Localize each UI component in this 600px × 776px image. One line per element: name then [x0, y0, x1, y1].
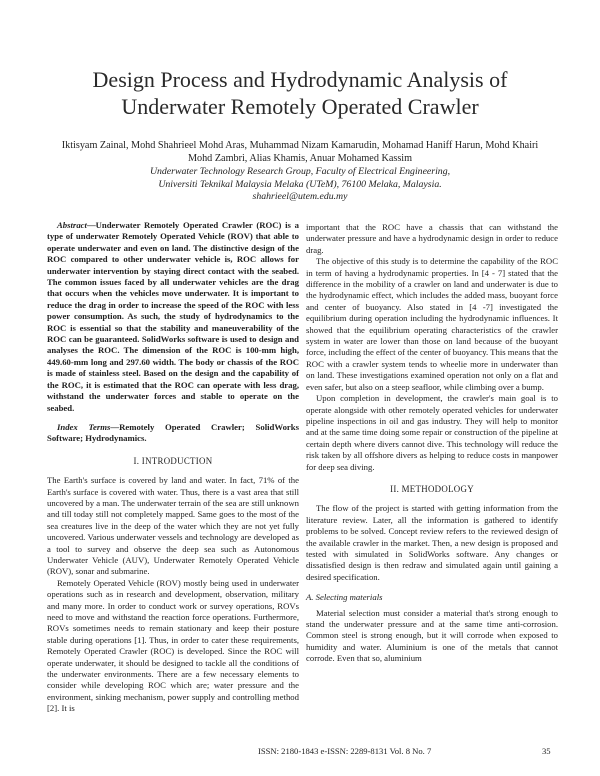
left-column	[47, 220, 299, 715]
right-column	[306, 222, 558, 665]
right-paragraph-1: important that the ROC have a chassis that can withstand the underwater pressure and have a hydrodynamic design in order to reduce drag.	[306, 222, 558, 255]
right-paragraph-3: Upon completion in development, the crawler's main goal is to operate alongside with other remotely operated vehicles for underwater pipeline inspections in oil and gas industry. They will help to monitor and at the same time doing some repair or construction of the pipeline at certain depth where divers cannot dive. This technology will reduce the risk taken by all offshore divers as helping to reduce costs in manpower for deep sea diving.	[306, 393, 558, 472]
index-terms-label: Index Terms	[57, 421, 111, 432]
right-paragraph-2: The objective of this study is to determine the capability of the ROC in term of having a hydrodynamic properties. In [4 - 7] stated that the difference in the mobility of a crawler on land and underwater is due to the hydrodynamic effect, which includes the added mass, buoyant force and center of buoyancy. Also stated in [4 -7] investigated the equilibrium during operation including the hydrodynamic influences. It showed that the equilibrium operating characteristics of the crawler system in water are lower than those on land because of the buoyant force, including the effect of the center of buoyancy. This means that the ROC with a crawler system tends to wheelie more in underwater than on land. These investigations examined operation not only on a flat and even safer, but also on a steep seafloor, while climbing over a bump.	[306, 256, 558, 392]
materials-paragraph-1: Material selection must consider a material that's strong enough to stand the underwater pressure and at the same time anti-corrosion. Common steel is strong enough, but it will corrode when exposed to humidity and water. Aluminium is one of the metals that cannot corrode. Even that so, aluminium	[306, 607, 558, 664]
affiliation-line-1: Underwater Technology Research Group, Faculty of Electrical Engineering,	[149, 166, 451, 177]
section-heading-introduction: I. INTRODUCTION	[133, 455, 213, 466]
authors-line-2: Mohd Zambri, Alias Khamis, Anuar Mohamed Kassim	[187, 153, 413, 164]
subsection-heading-materials: A. Selecting materials	[306, 592, 383, 603]
abstract	[47, 220, 299, 414]
section-heading-methodology: II. METHODOLOGY	[390, 483, 474, 494]
methodology-paragraph-1: The flow of the project is started with getting information from the literature review. Later, all the information is gathered to identify problems to be solved. Concept review refers to the reviewed design of the available crawler in the market. Then, a new design is proposed and tested with simulated in SolidWorks software. Any changes or dissatisfied design is then redraw and simulated again until gaining a desired specification.	[306, 503, 558, 582]
affiliation	[40, 166, 560, 204]
abstract-label: Abstract	[57, 220, 87, 230]
author-list	[36, 139, 564, 165]
affiliation-line-2: Universiti Teknikal Malaysia Melaka (UTeM), 76100 Melaka, Malaysia.	[158, 178, 442, 190]
intro-paragraph-2: Remotely Operated Vehicle (ROV) mostly being used in underwater operations such as in research and development, observation, military and many more. In order to conduct work or survey operations, ROVs need to move and withstand the reaction force operations. Furthermore, ROVs sometimes needs to remain stationary and keep their posture stable during operations [1]. Thus, in order to cater these requirements, Remotely Operated Crawler (ROC) is developed. Since the ROC will operate underwater, it should be designed to tackle all the conditions of the underwater environments. There are a few necessary elements to consider while developing ROC which are; water pressure and the environment, sinking mechanism, power supply and controlling method [2]. It is	[47, 577, 299, 714]
author-email: shahrieel@utem.edu.my	[252, 191, 348, 202]
title-line-2: Underwater Remotely Operated Crawler	[121, 94, 479, 119]
footer-issn: ISSN: 2180-1843 e-ISSN: 2289-8131 Vol. 8 No. 7	[258, 746, 432, 756]
authors-line-1: Iktisyam Zainal, Mohd Shahrieel Mohd Aras, Muhammad Nizam Kamarudin, Mohamad Haniff Harun, Mohd Khairi	[61, 140, 539, 151]
intro-paragraph-1: The Earth's surface is covered by land and water. In fact, 71% of the Earth's surface is covered with water. Thus, there is a vast area that still uncovered by a man. The underwater terrain of the sea are still unknown and till today still not completely mapped. Same goes to the most of the sea creatures live in the deep of the water which they are not yet fully uncovered. Various underwater vessels and technology are developed as a tool to survey and observe the deep sea such as Autonomous Underwater Vehicle (AUV), Underwater Remotely Operated Vehicle (ROV), sonar and submarine.	[47, 475, 299, 577]
paper-title	[40, 66, 560, 120]
index-terms-text: —Remotely Operated Crawler; SolidWorks Software; Hydrodynamics.	[47, 421, 299, 444]
abstract-text: —Underwater Remotely Operated Crawler (ROC) is a type of underwater Remotely Operated Vehicle (ROV) that able to operate underwater and even on land. The distinctive design of the ROC compared to other underwater vehicle is, ROC allows for underwater intervention by staying direct contact with the seabed. The common issues faced by all underwater vehicles are the drag that occurs when the vehicles move underwater. It is important to reduce the drag in order to increase the speed of the ROC with less power consumption. As such, the study of hydrodynamics to the ROC is essential so that the stability and maneuverability of the ROC can be guaranteed. SolidWorks software is used to design and analyses the ROC. The dimension of the ROC is 100-mm high, 449.60-mm long and 297.60 width. The body or chassis of the ROC is made of stainless steel. Based on the design and the capability of the ROC, it is estimated that the ROC can operate with less drag, withstand the underwater forces and stable to operate on the seabed.	[47, 220, 299, 413]
index-terms	[47, 422, 299, 445]
title-line-1: Design Process and Hydrodynamic Analysis of	[92, 67, 508, 92]
page-number: 35	[542, 746, 551, 756]
